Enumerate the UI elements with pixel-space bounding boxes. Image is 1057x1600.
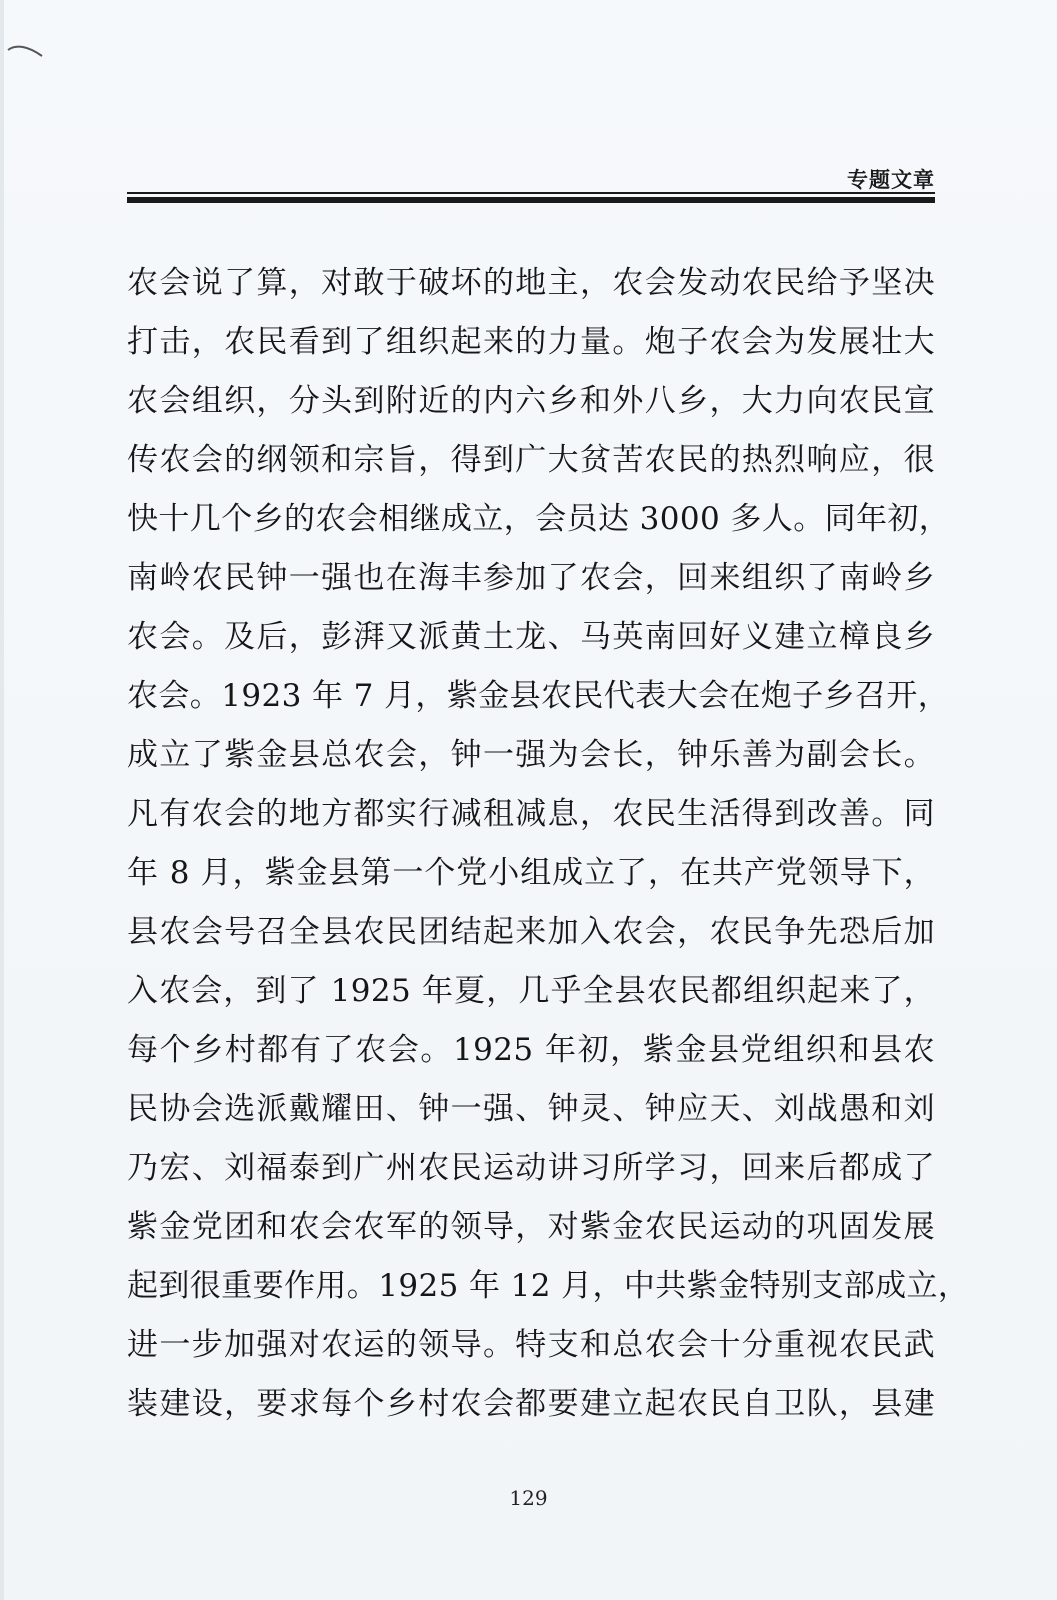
- text-line: 起到很重要作用。1925 年 12 月，中共紫金特别支部成立，: [127, 1268, 970, 1304]
- header-rule-thick: [127, 197, 935, 203]
- text-line: 乃宏、刘福泰到广州农民运动讲习所学习，回来后都成了: [127, 1150, 935, 1186]
- text-line: 紫金党团和农会农军的领导，对紫金农民运动的巩固发展: [127, 1209, 935, 1245]
- text-line: 农会。及后，彭湃又派黄土龙、马英南回好义建立樟良乡: [127, 619, 935, 655]
- text-line: 快十几个乡的农会相继成立，会员达 3000 多人。同年初，: [127, 501, 951, 537]
- section-title: 专题文章: [847, 168, 935, 192]
- text-line: 南岭农民钟一强也在海丰参加了农会，回来组织了南岭乡: [127, 560, 935, 596]
- text-line: 每个乡村都有了农会。1925 年初，紫金县党组织和县农: [127, 1032, 935, 1068]
- body-text: [127, 263, 970, 1443]
- text-line: 成立了紫金县总农会，钟一强为会长，钟乐善为副会长。: [127, 737, 935, 773]
- text-line: 传农会的纲领和宗旨，得到广大贫苦农民的热烈响应，很: [127, 442, 935, 478]
- text-line: 农会组织，分头到附近的内六乡和外八乡，大力向农民宣: [127, 383, 935, 419]
- text-line: 进一步加强对农运的领导。特支和总农会十分重视农民武: [127, 1327, 935, 1363]
- text-line: 入农会，到了 1925 年夏，几乎全县农民都组织起来了，: [127, 973, 935, 1009]
- scan-corner-mark: [6, 42, 46, 62]
- text-line: 年 8 月，紫金县第一个党小组成立了，在共产党领导下，: [127, 855, 935, 891]
- header-rule-thin: [127, 192, 935, 194]
- text-line: 县农会号召全县农民团结起来加入农会，农民争先恐后加: [127, 914, 935, 950]
- text-line: 农会说了算，对敢于破坏的地主，农会发动农民给予坚决: [127, 265, 935, 301]
- text-line: 装建设，要求每个乡村农会都要建立起农民自卫队，县建: [127, 1386, 935, 1422]
- text-line: 打击，农民看到了组织起来的力量。炮子农会为发展壮大: [127, 324, 935, 360]
- text-line: 民协会选派戴耀田、钟一强、钟灵、钟应天、刘战愚和刘: [127, 1091, 935, 1127]
- text-line: 凡有农会的地方都实行减租减息，农民生活得到改善。同: [127, 796, 935, 832]
- text-line: 农会。1923 年 7 月，紫金县农民代表大会在炮子乡召开，: [127, 678, 950, 714]
- page-left-edge: [0, 0, 4, 1600]
- page-number: 129: [509, 1486, 548, 1510]
- running-header: [127, 160, 935, 210]
